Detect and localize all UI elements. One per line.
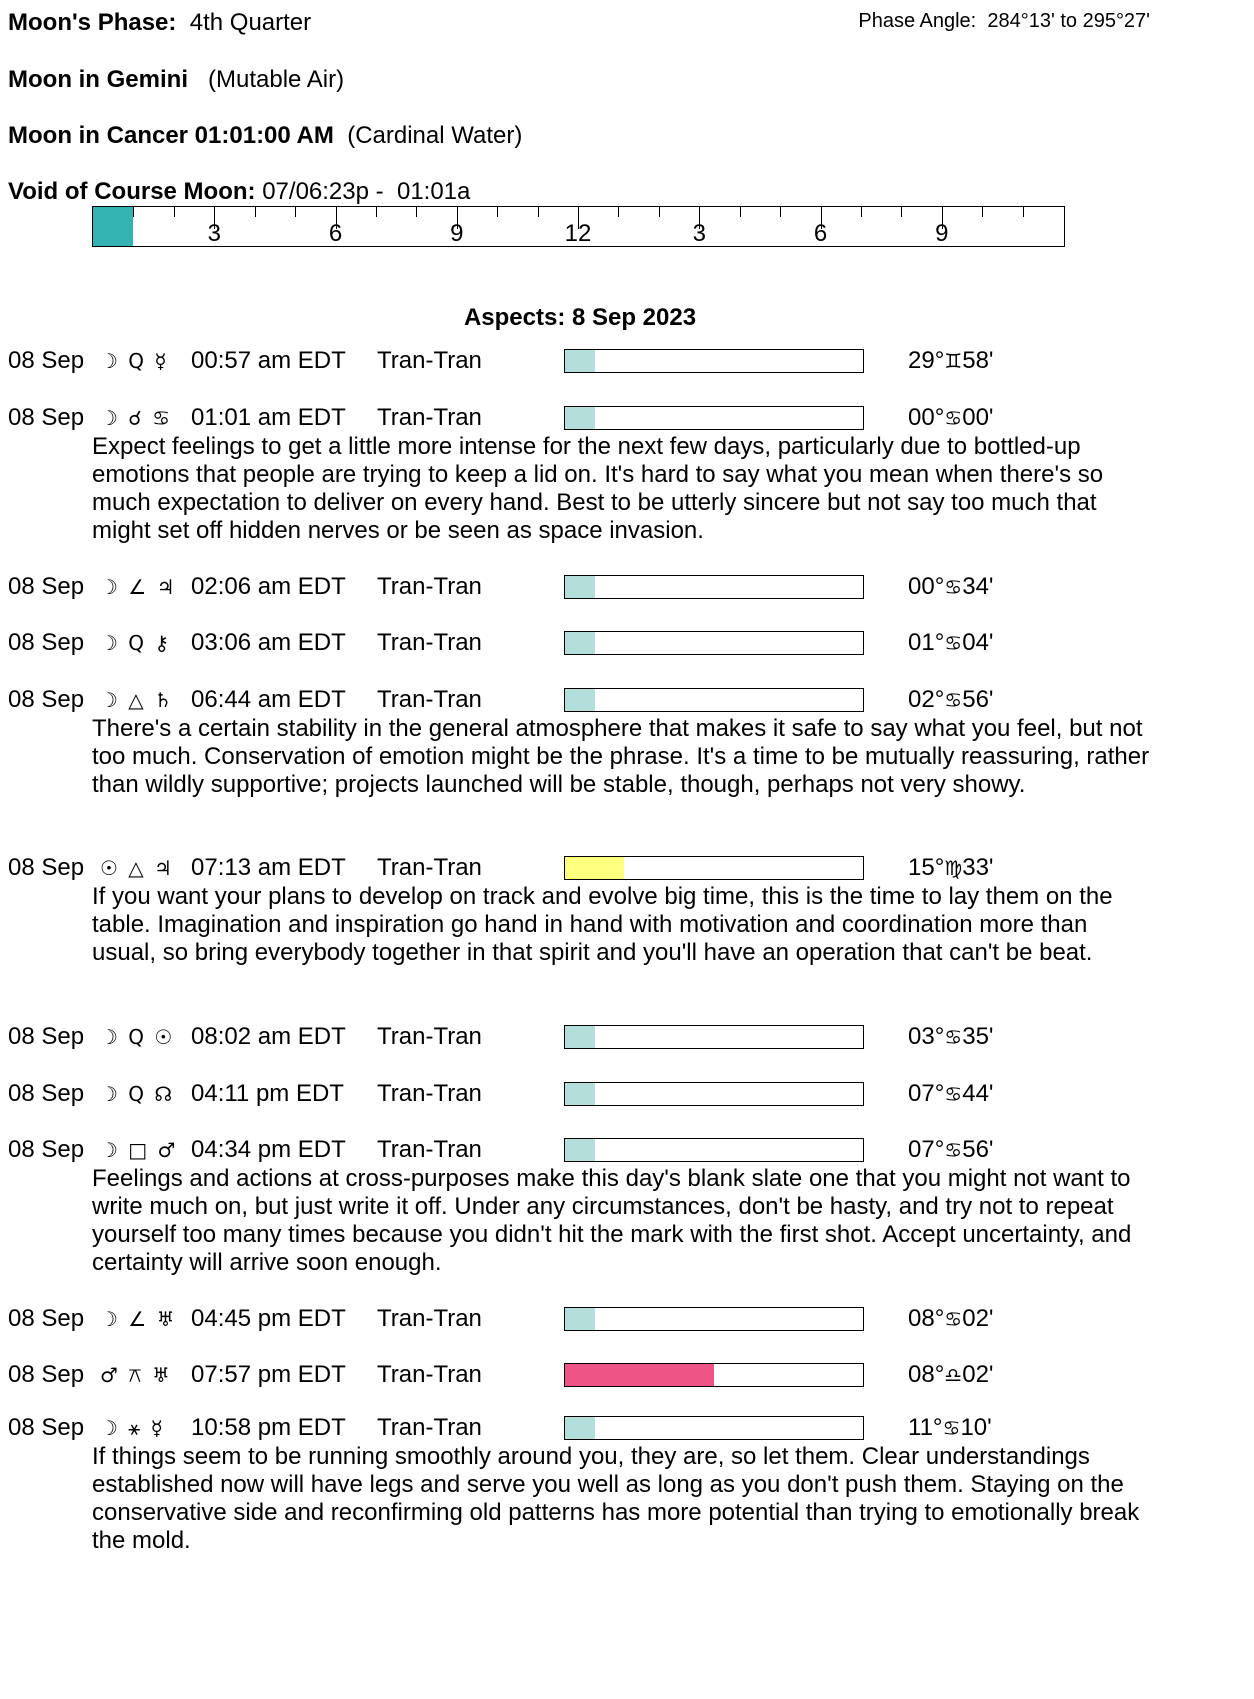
timeline-minor-tick (901, 207, 902, 217)
aspect-position (908, 685, 994, 715)
void-of-course-timeline (92, 206, 1065, 247)
aspect-date: 08 Sep (8, 1414, 85, 1441)
aspect-strength-bar (564, 1082, 864, 1106)
moon-ingress-label: Moon in Cancer 01:01:00 AM (8, 122, 334, 149)
aspect-time: 07:13 am EDT (191, 854, 346, 881)
aspect-row (0, 1413, 1254, 1555)
aspect-glyphs-icon: ☽ △ ♄ (100, 688, 174, 712)
position-degrees: 03° (908, 1023, 945, 1050)
aspect-line (0, 346, 1254, 376)
aspect-position (908, 346, 994, 376)
zodiac-sign-icon: ♎ (944, 1363, 963, 1387)
position-minutes: 02' (962, 1361, 994, 1388)
aspect-description: If you want your plans to develop on track and evolve big time, this is the time to lay them on the table. Imagination and inspiration go hand in hand with motivation and coordination more than usual, so bring everybody together in that spirit and you'll have an operation that can't be beat. (92, 883, 1113, 966)
aspect-line (0, 685, 1254, 715)
moon-sign-label: Moon in Gemini (8, 66, 188, 93)
aspect-strength-fill (565, 1083, 595, 1105)
timeline-hour-label: 12 (564, 220, 592, 247)
aspect-strength-fill (565, 689, 595, 711)
aspect-glyphs-icon: ☽ Q ⚷ (100, 631, 172, 655)
aspect-time: 01:01 am EDT (191, 404, 346, 431)
timeline-minor-tick (618, 207, 619, 217)
timeline-minor-tick (740, 207, 741, 217)
aspect-kind: Tran-Tran (377, 347, 482, 374)
position-minutes: 56' (962, 1136, 994, 1163)
aspect-time: 08:02 am EDT (191, 1023, 346, 1050)
aspect-glyphs-icon: ☽ ∠ ♃ (100, 575, 177, 599)
aspect-kind: Tran-Tran (377, 1023, 482, 1050)
aspect-kind: Tran-Tran (377, 1361, 482, 1388)
aspect-strength-bar (564, 349, 864, 373)
timeline-hour-label: 6 (813, 220, 828, 247)
aspect-strength-fill (565, 1364, 714, 1386)
aspect-line (0, 1360, 1254, 1390)
aspects-title: Aspects: 8 Sep 2023 (463, 304, 697, 331)
aspect-row (0, 853, 1254, 967)
position-degrees: 00° (908, 573, 945, 600)
aspect-glyphs-icon: ☽ Q ☿ (100, 349, 169, 373)
position-degrees: 15° (908, 854, 945, 881)
position-minutes: 33' (962, 854, 994, 881)
aspect-glyphs-icon: ♂ ⚻ ♅ (100, 1363, 172, 1387)
moon-phase-value: 4th Quarter (189, 9, 312, 36)
aspect-date: 08 Sep (8, 1023, 85, 1050)
aspect-strength-fill (565, 1139, 595, 1161)
position-degrees: 29° (908, 347, 945, 374)
aspect-date: 08 Sep (8, 573, 85, 600)
aspect-kind: Tran-Tran (377, 1414, 482, 1441)
aspect-date: 08 Sep (8, 1361, 85, 1388)
aspect-date: 08 Sep (8, 404, 85, 431)
aspect-time: 07:57 pm EDT (191, 1361, 346, 1388)
aspect-strength-bar (564, 856, 864, 880)
aspect-glyphs-icon: ☽ ∠ ♅ (100, 1307, 177, 1331)
aspect-position (908, 1360, 994, 1390)
position-minutes: 58' (962, 347, 994, 374)
zodiac-sign-icon: ♋ (944, 688, 963, 712)
position-minutes: 56' (962, 686, 994, 713)
void-of-course-fill (93, 207, 133, 246)
aspect-glyphs-icon: ☽ ☌ ♋ (100, 406, 173, 430)
timeline-minor-tick (780, 207, 781, 217)
aspect-line (0, 628, 1254, 658)
moon-sign-value: (Mutable Air) (208, 66, 345, 93)
zodiac-sign-icon: ♋ (944, 1082, 963, 1106)
zodiac-sign-icon: ♋ (944, 1307, 963, 1331)
aspect-glyphs-icon: ☽ ⚹ ☿ (100, 1416, 165, 1440)
aspect-kind: Tran-Tran (377, 629, 482, 656)
aspect-row (0, 1079, 1254, 1109)
timeline-minor-tick (416, 207, 417, 217)
timeline-hour-label: 9 (450, 220, 464, 247)
position-degrees: 07° (908, 1080, 945, 1107)
aspect-kind: Tran-Tran (377, 686, 482, 713)
aspect-time: 00:57 am EDT (191, 347, 346, 374)
aspect-strength-bar (564, 1025, 864, 1049)
position-minutes: 02' (962, 1305, 994, 1332)
timeline-hour-label: 3 (207, 220, 221, 247)
timeline-minor-tick (376, 207, 377, 217)
aspect-row (0, 403, 1254, 545)
aspect-time: 06:44 am EDT (191, 686, 346, 713)
aspect-date: 08 Sep (8, 1136, 85, 1163)
aspect-position (908, 1022, 994, 1052)
aspect-kind: Tran-Tran (377, 1305, 482, 1332)
void-of-course-line (8, 178, 470, 206)
aspect-glyphs-icon: ☉ △ ♃ (100, 856, 174, 880)
aspect-strength-bar (564, 575, 864, 599)
aspect-line (0, 1304, 1254, 1334)
aspect-glyphs-icon: ☽ Q ☊ (100, 1082, 175, 1106)
aspect-row (0, 572, 1254, 602)
timeline-minor-tick (982, 207, 983, 217)
position-degrees: 08° (908, 1305, 945, 1332)
aspect-line (0, 572, 1254, 602)
aspect-glyphs-icon: ☽ □ ♂ (100, 1138, 178, 1162)
aspect-row (0, 1135, 1254, 1277)
timeline-hour-label: 9 (935, 220, 949, 247)
aspect-line (0, 403, 1254, 433)
timeline-hour-label: 6 (328, 220, 343, 247)
timeline-minor-tick (295, 207, 296, 217)
aspect-strength-fill (565, 350, 595, 372)
aspect-strength-fill (565, 407, 595, 429)
aspect-strength-fill (565, 1026, 595, 1048)
void-of-course-label: Void of Course Moon: (8, 178, 256, 205)
aspect-strength-fill (565, 632, 595, 654)
aspect-description: Feelings and actions at cross-purposes make this day's blank slate one that you might not want to write much on, but just write it off. Under any circumstances, don't be hasty, and try not to repeat yourself too many times because you didn't hit the mark with the first shot. Accept uncertainty, and certainty will arrive soon enough. (92, 1165, 1132, 1276)
aspect-time: 02:06 am EDT (191, 573, 346, 600)
aspect-description: There's a certain stability in the general atmosphere that makes it safe to say what you feel, but not too much. Conservation of emotion might be the phrase. It's a time to be mutually reassuring, rather than wildly supportive; projects launched will be stable, though, perhaps not very showy. (92, 715, 1150, 798)
aspect-kind: Tran-Tran (377, 1136, 482, 1163)
position-degrees: 02° (908, 686, 945, 713)
aspect-strength-fill (565, 857, 624, 879)
aspect-time: 10:58 pm EDT (191, 1414, 346, 1441)
aspect-row (0, 685, 1254, 799)
aspect-strength-bar (564, 1416, 864, 1440)
aspect-description: If things seem to be running smoothly around you, they are, so let them. Clear understandings established now will have legs and serve you well as long as you don't push them. Staying on the conservative side and reconfirming old patterns has more potential than trying to emotionally break the mold. (92, 1443, 1140, 1554)
aspect-date: 08 Sep (8, 1305, 85, 1332)
position-degrees: 01° (908, 629, 945, 656)
zodiac-sign-icon: ♋ (944, 575, 963, 599)
position-minutes: 00' (962, 404, 994, 431)
position-degrees: 00° (908, 404, 945, 431)
aspect-position (908, 628, 994, 658)
aspect-kind: Tran-Tran (377, 1080, 482, 1107)
aspect-glyphs-icon: ☽ Q ☉ (100, 1025, 175, 1049)
moon-phase-label: Moon's Phase: (8, 9, 177, 36)
timeline-minor-tick (1023, 207, 1024, 217)
aspect-line (0, 1413, 1254, 1443)
aspect-row (0, 1360, 1254, 1390)
aspect-row (0, 346, 1254, 376)
timeline-minor-tick (255, 207, 256, 217)
aspect-row (0, 1022, 1254, 1052)
aspect-strength-fill (565, 1308, 595, 1330)
moon-sign-line (8, 66, 344, 94)
timeline-minor-tick (538, 207, 539, 217)
aspect-time: 04:45 pm EDT (191, 1305, 346, 1332)
timeline-hour-label: 3 (692, 220, 706, 247)
moon-ingress-value: (Cardinal Water) (347, 122, 523, 149)
aspect-strength-bar (564, 1363, 864, 1387)
aspect-time: 04:11 pm EDT (191, 1080, 344, 1107)
position-degrees: 07° (908, 1136, 945, 1163)
aspect-date: 08 Sep (8, 1080, 85, 1107)
aspect-line (0, 1079, 1254, 1109)
aspect-date: 08 Sep (8, 854, 85, 881)
zodiac-sign-icon: ♋ (942, 1416, 961, 1440)
zodiac-sign-icon: ♋ (944, 1025, 963, 1049)
timeline-minor-tick (133, 207, 134, 217)
aspect-position (908, 1304, 994, 1334)
aspect-line (0, 853, 1254, 883)
aspect-position (908, 572, 994, 602)
position-minutes: 10' (960, 1414, 992, 1441)
timeline-minor-tick (497, 207, 498, 217)
aspect-strength-bar (564, 1138, 864, 1162)
zodiac-sign-icon: ♋ (944, 631, 963, 655)
moon-phase-line (8, 9, 311, 37)
aspect-time: 03:06 am EDT (191, 629, 346, 656)
aspect-kind: Tran-Tran (377, 404, 482, 431)
position-minutes: 35' (962, 1023, 994, 1050)
aspect-time: 04:34 pm EDT (191, 1136, 346, 1163)
position-minutes: 04' (962, 629, 994, 656)
aspect-line (0, 1022, 1254, 1052)
zodiac-sign-icon: ♊ (944, 349, 963, 373)
aspect-position (908, 853, 994, 883)
zodiac-sign-icon: ♍ (944, 856, 963, 880)
aspect-strength-bar (564, 631, 864, 655)
aspect-strength-fill (565, 1417, 595, 1439)
aspect-position (908, 1079, 994, 1109)
aspect-strength-fill (565, 576, 595, 598)
position-minutes: 44' (962, 1080, 994, 1107)
aspect-position (908, 1413, 992, 1443)
aspect-row (0, 1304, 1254, 1334)
aspect-row (0, 628, 1254, 658)
timeline-minor-tick (659, 207, 660, 217)
phase-angle: Phase Angle: 284°13' to 295°27' (858, 10, 1150, 32)
aspect-kind: Tran-Tran (377, 573, 482, 600)
aspect-date: 08 Sep (8, 686, 85, 713)
aspect-strength-bar (564, 688, 864, 712)
zodiac-sign-icon: ♋ (944, 406, 963, 430)
aspect-date: 08 Sep (8, 347, 85, 374)
zodiac-sign-icon: ♋ (944, 1138, 963, 1162)
position-minutes: 34' (962, 573, 994, 600)
timeline-minor-tick (174, 207, 175, 217)
aspect-description: Expect feelings to get a little more intense for the next few days, particularly due to bottled-up emotions that people are trying to keep a lid on. It's hard to say what you mean when there's so much expectation to deliver on every hand. Best to be utterly sincere but not say too much that might set off hidden nerves or be seen as space invasion. (92, 433, 1104, 544)
void-of-course-value: 07/06:23p - 01:01a (262, 178, 471, 205)
aspect-position (908, 1135, 994, 1165)
aspect-strength-bar (564, 406, 864, 430)
aspect-line (0, 1135, 1254, 1165)
aspect-kind: Tran-Tran (377, 854, 482, 881)
timeline-minor-tick (861, 207, 862, 217)
position-degrees: 08° (908, 1361, 945, 1388)
aspect-strength-bar (564, 1307, 864, 1331)
position-degrees: 11° (908, 1414, 943, 1441)
aspect-position (908, 403, 994, 433)
aspect-date: 08 Sep (8, 629, 85, 656)
moon-ingress-line (8, 122, 522, 150)
